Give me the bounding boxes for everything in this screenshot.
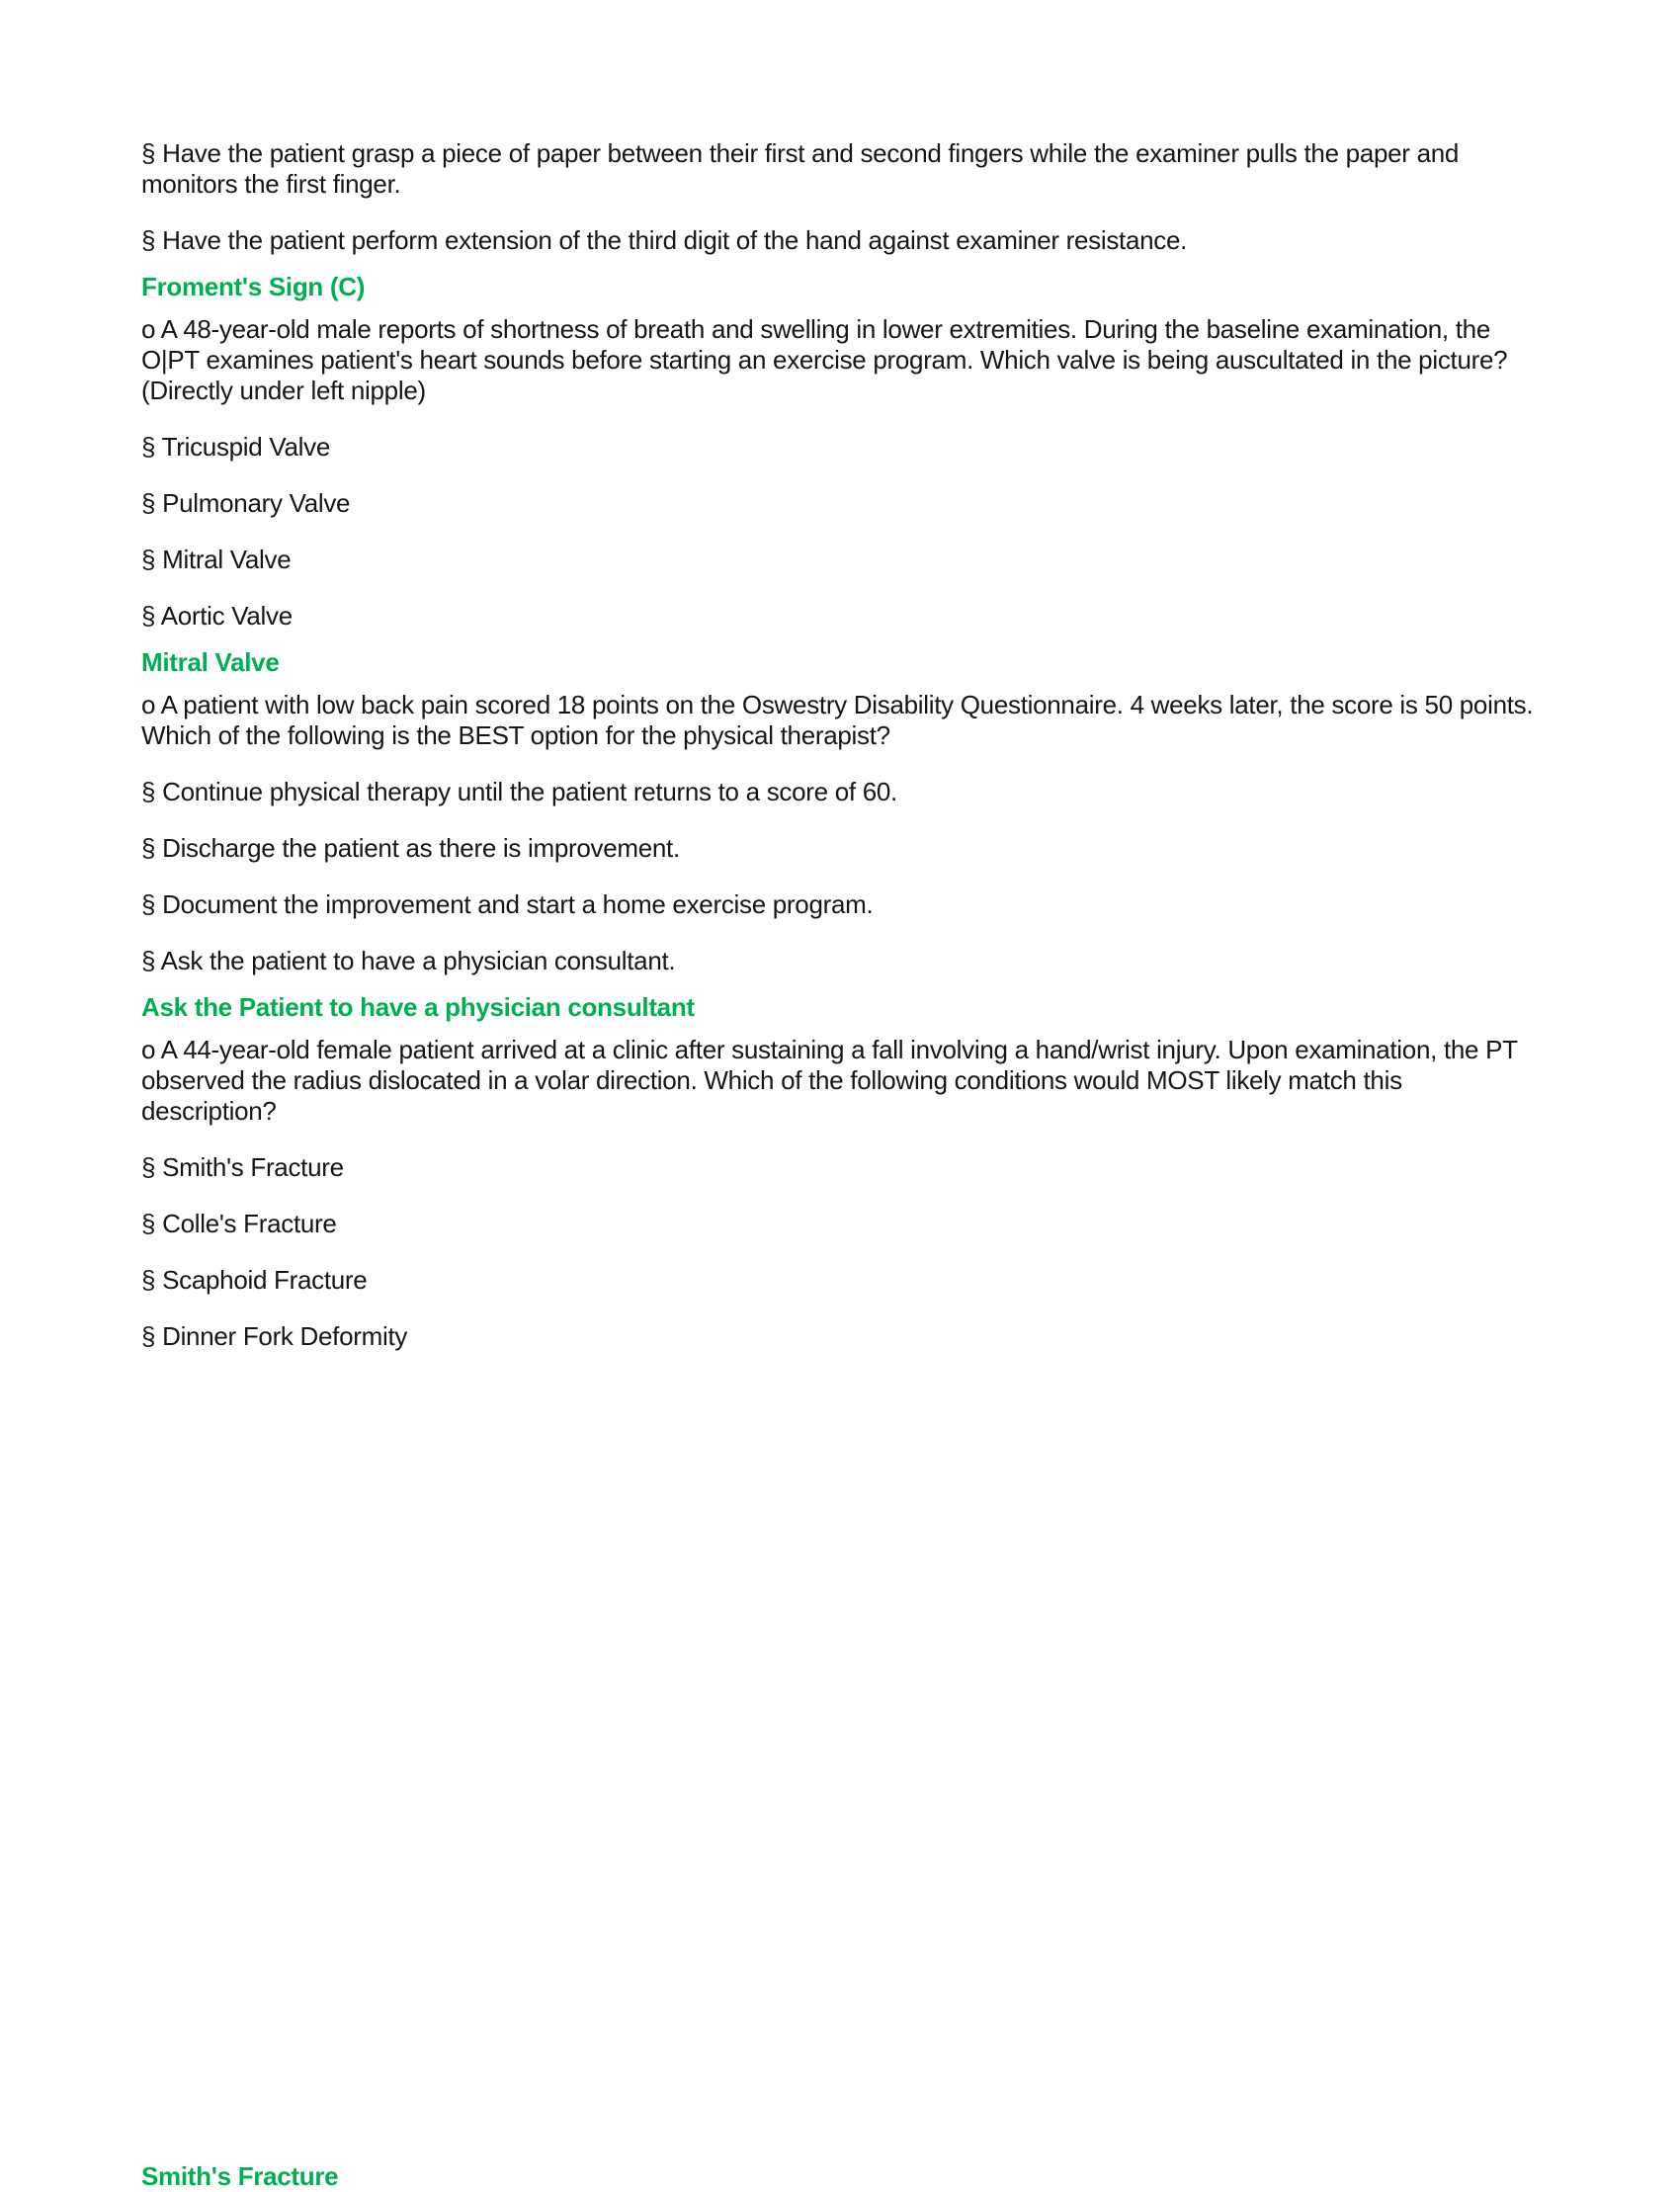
option-text: Scaphoid Fracture bbox=[162, 1265, 368, 1295]
answer-heading: Mitral Valve bbox=[141, 647, 280, 677]
question-marker: o bbox=[141, 314, 156, 344]
answer-heading: Ask the Patient to have a physician consultant bbox=[141, 992, 695, 1022]
option-text: Ask the patient to have a physician consultant. bbox=[160, 946, 676, 975]
answer-option bbox=[141, 1152, 1540, 1183]
question-paragraph bbox=[141, 1035, 1540, 1127]
option-text: Tricuspid Valve bbox=[161, 432, 330, 462]
section-marker: § bbox=[141, 1321, 156, 1351]
statement-text: Have the patient perform extension of the third digit of the hand against examiner resistance. bbox=[162, 225, 1188, 255]
answer-option bbox=[141, 432, 1540, 463]
section-marker: § bbox=[141, 889, 156, 919]
question-text: A 44-year-old female patient arrived at a clinic after sustaining a fall involving a hand/wrist injury. Upon examination, the PT observed the radius dislocated in a volar direction. Which of the following conditions would MOST likely match this description? bbox=[141, 1035, 1518, 1126]
answer-option bbox=[141, 1321, 1540, 1352]
answer-option bbox=[141, 601, 1540, 632]
section-marker: § bbox=[141, 138, 156, 168]
section-marker: § bbox=[141, 946, 156, 975]
answer-option bbox=[141, 1265, 1540, 1296]
question-text: A patient with low back pain scored 18 points on the Oswestry Disability Questionnaire. 4 weeks later, the score is 50 points. Which of the following is the BEST option for the physical therapist? bbox=[141, 690, 1534, 750]
section-marker: § bbox=[141, 833, 156, 863]
section-marker: § bbox=[141, 545, 156, 574]
section-marker: § bbox=[141, 1209, 156, 1238]
option-text: Aortic Valve bbox=[160, 601, 293, 631]
option-text: Smith's Fracture bbox=[162, 1152, 344, 1182]
question-text: A 48-year-old male reports of shortness of breath and swelling in lower extremities. During the baseline examination, the O|PT examines patient's heart sounds before starting an exercise program. Which valve is being auscultated in the picture? (Directly under left nipple) bbox=[141, 314, 1508, 405]
statement-item bbox=[141, 138, 1540, 200]
answer-heading-clipped: Smith's Fracture bbox=[141, 2161, 339, 2191]
option-text: Colle's Fracture bbox=[162, 1209, 337, 1238]
question-marker: o bbox=[141, 690, 156, 719]
question-paragraph bbox=[141, 690, 1540, 751]
question-marker: o bbox=[141, 1035, 156, 1064]
answer-option bbox=[141, 833, 1540, 864]
option-text: Dinner Fork Deformity bbox=[162, 1321, 408, 1351]
section-marker: § bbox=[141, 1152, 156, 1182]
answer-option bbox=[141, 1209, 1540, 1239]
section-marker: § bbox=[141, 777, 156, 806]
statement-item bbox=[141, 225, 1540, 256]
option-text: Pulmonary Valve bbox=[162, 488, 351, 518]
answer-option bbox=[141, 488, 1540, 519]
question-paragraph bbox=[141, 314, 1540, 406]
statement-text: Have the patient grasp a piece of paper between their first and second fingers while the examiner pulls the paper and monitors the first finger. bbox=[141, 138, 1460, 199]
section-marker: § bbox=[141, 1265, 156, 1295]
option-text: Document the improvement and start a home exercise program. bbox=[162, 889, 874, 919]
answer-heading: Froment's Sign (C) bbox=[141, 272, 366, 301]
answer-option bbox=[141, 777, 1540, 807]
section-marker: § bbox=[141, 432, 156, 462]
answer-option bbox=[141, 545, 1540, 575]
section-marker: § bbox=[141, 601, 156, 631]
section-marker: § bbox=[141, 488, 156, 518]
option-text: Mitral Valve bbox=[162, 545, 292, 574]
answer-option bbox=[141, 946, 1540, 976]
answer-option bbox=[141, 889, 1540, 920]
section-marker: § bbox=[141, 225, 156, 255]
option-text: Discharge the patient as there is improvement. bbox=[162, 833, 680, 863]
option-text: Continue physical therapy until the patient returns to a score of 60. bbox=[162, 777, 897, 806]
